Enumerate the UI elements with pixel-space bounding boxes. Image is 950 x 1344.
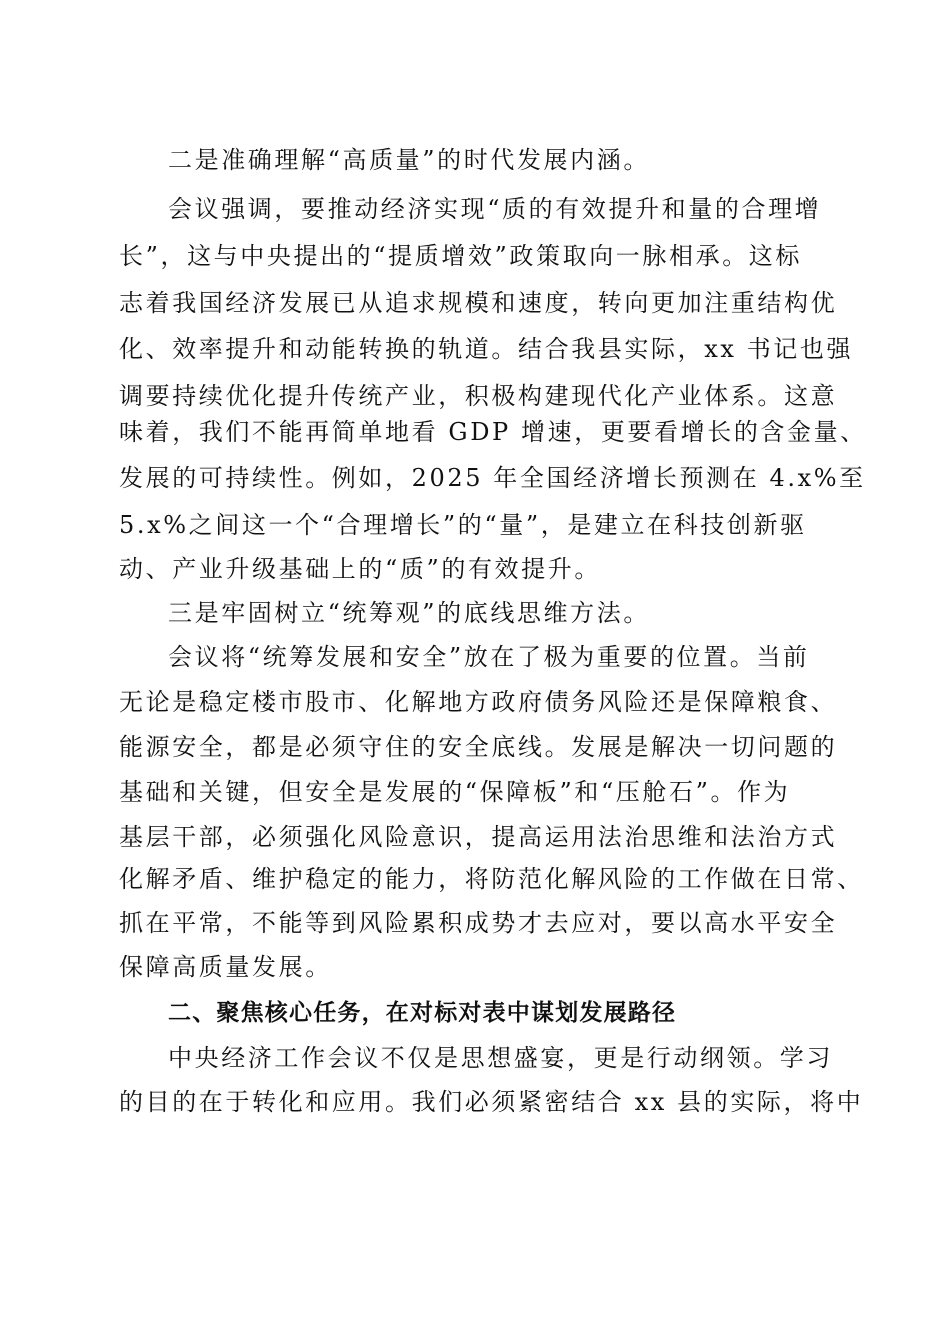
paragraph-line: 抓在平常，不能等到风险累积成势才去应对，要以高水平安全 [119,909,838,937]
paragraph-line: 化、效率提升和动能转换的轨道。结合我县实际，xx 书记也强 [119,335,854,363]
paragraph-line: 动、产业升级基础上的“质”的有效提升。 [119,555,601,583]
paragraph-line: 调要持续优化提升传统产业，积极构建现代化产业体系。这意 [119,382,838,410]
paragraph-line: 基础和关键，但安全是发展的“保障板”和“压舱石”。作为 [119,778,791,806]
paragraph-line: 味着，我们不能再简单地看 GDP 增速，更要看增长的含金量、 [119,418,867,446]
paragraph-line: 会议强调，要推动经济实现“质的有效提升和量的合理增 [168,195,822,223]
section-heading: 二、聚焦核心任务，在对标对表中谋划发展路径 [168,1000,677,1026]
paragraph-line: 能源安全，都是必须守住的安全底线。发展是解决一切问题的 [119,733,838,761]
paragraph-line: 的目的在于转化和应用。我们必须紧密结合 xx 县的实际，将中 [119,1088,864,1116]
paragraph-line: 中央经济工作会议不仅是思想盛宴，更是行动纲领。学习 [168,1044,833,1072]
paragraph-line: 志着我国经济发展已从追求规模和速度，转向更加注重结构优 [119,289,838,317]
paragraph-line: 5.x%之间这一个“合理增长”的“量”，是建立在科技创新驱 [119,511,807,539]
subheading-point-two: 二是准确理解“高质量”的时代发展内涵。 [168,146,650,174]
paragraph-line: 化解矛盾、维护稳定的能力，将防范化解风险的工作做在日常、 [119,865,864,893]
paragraph-line: 无论是稳定楼市股市、化解地方政府债务风险还是保障粮食、 [119,688,838,716]
paragraph-line: 保障高质量发展。 [119,953,332,981]
paragraph-line: 长”，这与中央提出的“提质增效”政策取向一脉相承。这标 [119,242,803,270]
paragraph-line: 会议将“统筹发展和安全”放在了极为重要的位置。当前 [168,643,810,671]
paragraph-line: 发展的可持续性。例如，2025 年全国经济增长预测在 4.x%至 [119,464,866,492]
paragraph-line: 基层干部，必须强化风险意识，提高运用法治思维和法治方式 [119,823,838,851]
subheading-point-three: 三是牢固树立“统筹观”的底线思维方法。 [168,599,650,627]
